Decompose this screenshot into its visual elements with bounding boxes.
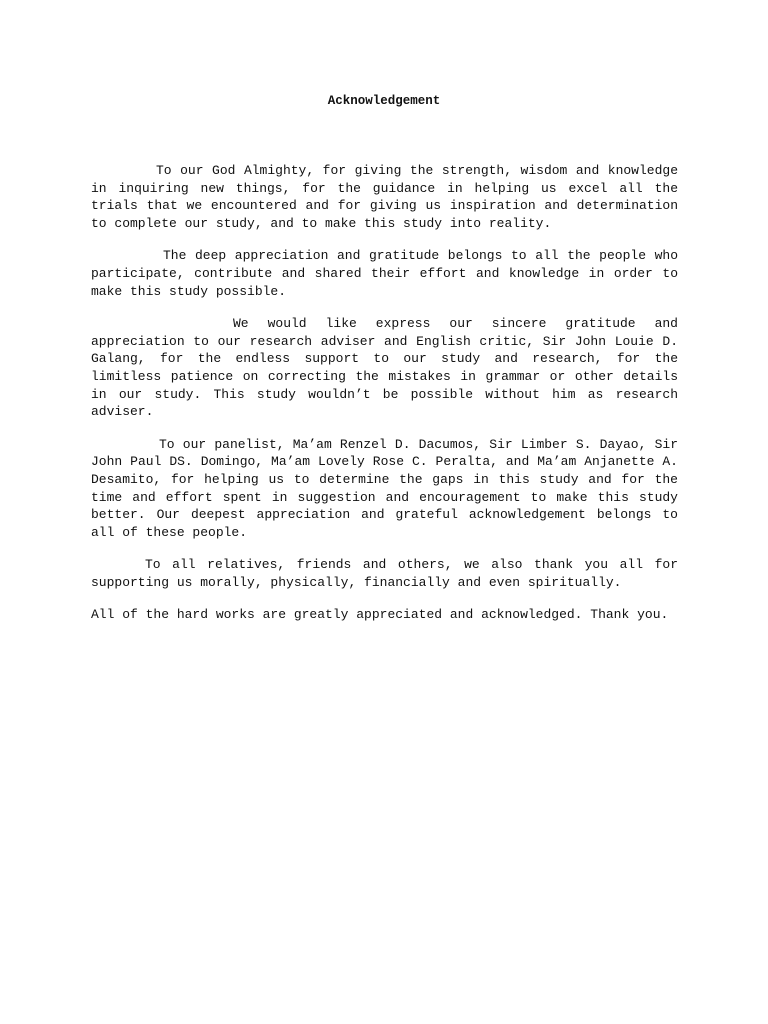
document-title: Acknowledgement (327, 94, 441, 108)
paragraph-research-adviser: We would like express our sincere gratitude and appreciation to our research adviser and English critic, Sir John Louie D. Galang, for the endless support to our study and research, for the limitless patience on correcting the mistakes in grammar or other details in our study. This study wouldn’t be possible without him as research adviser. (91, 316, 678, 420)
paragraph-god-almighty: To our God Almighty, for giving the strength, wisdom and knowledge in inquiring new things, for the guidance in helping us excel all the trials that we encountered and for giving us inspiration and determination to complete our study, and to make this study into reality. (91, 163, 678, 231)
paragraph-deep-appreciation: The deep appreciation and gratitude belongs to all the people who participate, contribute and shared their effort and knowledge in order to make this study possible. (91, 248, 678, 299)
paragraph-closing-thanks: All of the hard works are greatly appreciated and acknowledged. Thank you. (91, 607, 669, 623)
document-body (91, 162, 678, 639)
paragraph-panelists: To our panelist, Ma’am Renzel D. Dacumos, Sir Limber S. Dayao, Sir John Paul DS. Domingo, Ma’am Lovely Rose C. Peralta, and Ma’am Anjanette A. Desamito, for helping us to determine the gaps in this study and for the time and effort spent in suggestion and encouragement to make this study better. Our deepest appreciation and grateful acknowledgement belongs to all of these people. (91, 436, 678, 540)
paragraph-relatives-friends: To all relatives, friends and others, we also thank you all for supporting us morally, physically, financially and even spiritually. (91, 557, 678, 590)
